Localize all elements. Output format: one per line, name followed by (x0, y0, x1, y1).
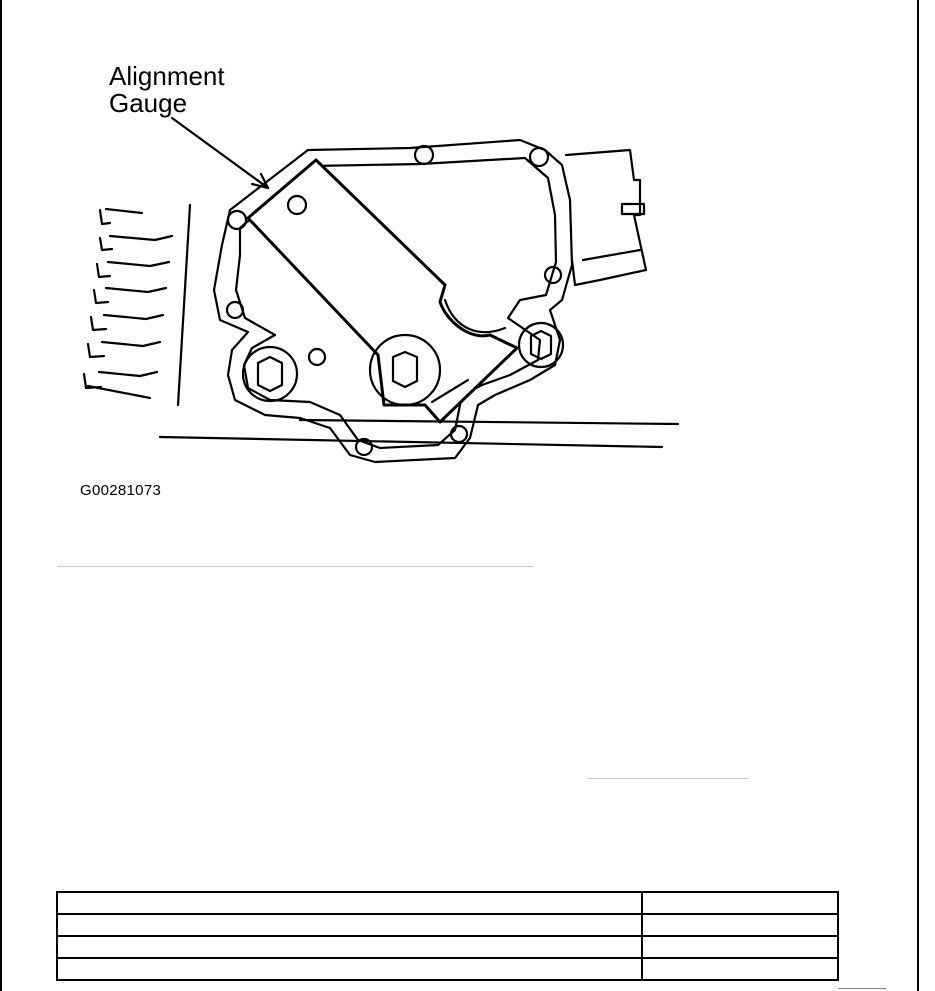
mounting-bolt-boss (519, 323, 563, 367)
table-row (57, 936, 838, 958)
divider-line (57, 566, 533, 567)
table-cell (57, 914, 642, 936)
table-cell (642, 914, 838, 936)
spec-table (56, 891, 839, 981)
figure-id: G00281073 (80, 482, 162, 499)
ground-line-upper (300, 420, 678, 424)
table-cell (57, 958, 642, 980)
alignment-gauge-tool (248, 160, 517, 422)
table-row (57, 892, 838, 914)
table-row (57, 958, 838, 980)
electrical-connector (566, 150, 646, 285)
wire-bundle (84, 205, 190, 405)
bolt-hole (415, 146, 433, 164)
table-row (57, 914, 838, 936)
callout-label (109, 63, 225, 117)
mounting-bolt-boss (243, 347, 297, 401)
table-cell (57, 936, 642, 958)
bolt-hole (530, 148, 548, 166)
callout-line-1: Alignment (109, 61, 225, 91)
mounting-bolt-hex (531, 331, 551, 359)
bolt-hole (309, 349, 325, 365)
bolt-hole (227, 302, 243, 318)
table-cell (642, 958, 838, 980)
divider-line (588, 778, 748, 779)
bolt-hole (228, 211, 246, 229)
divider-line (838, 988, 886, 989)
bolt-hole (451, 426, 467, 442)
table-cell (57, 892, 642, 914)
table-cell (642, 892, 838, 914)
table-cell (642, 936, 838, 958)
callout-line-2: Gauge (109, 88, 188, 118)
mounting-bolt-hex (258, 357, 282, 391)
callout-leader-line (172, 118, 268, 188)
